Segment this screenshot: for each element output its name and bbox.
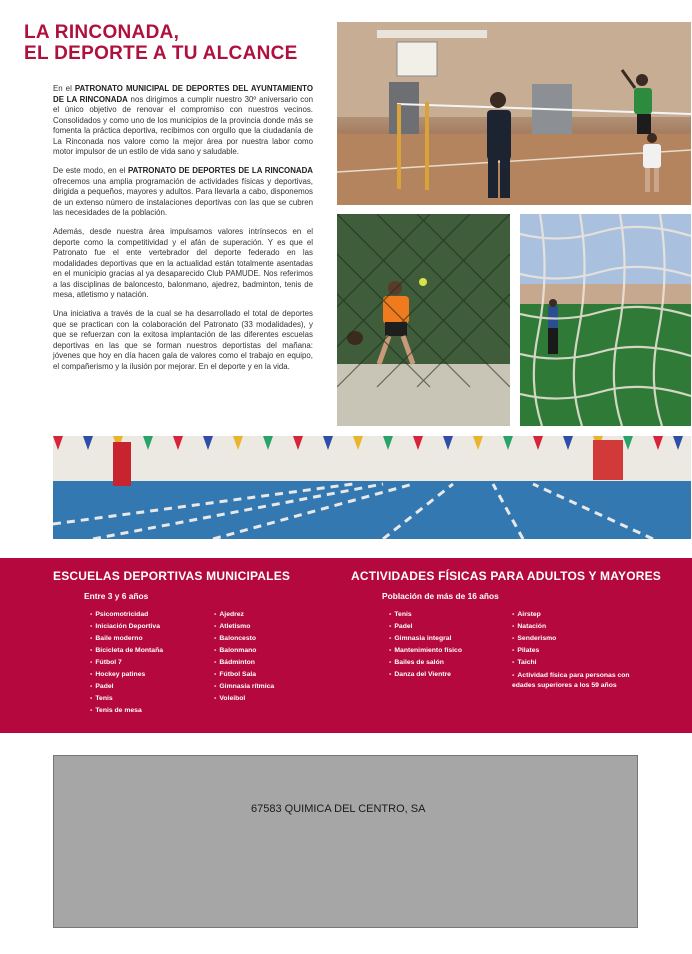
activity-item: • Gimnasia rítmica bbox=[214, 681, 274, 693]
adults-subheading: Población de más de 16 años bbox=[382, 591, 499, 601]
schools-list-col-2 bbox=[214, 609, 274, 705]
activity-item: • Tenis bbox=[90, 693, 163, 705]
activity-item: • Taichi bbox=[512, 657, 630, 669]
activity-item: • Tenis de mesa bbox=[90, 705, 163, 717]
schools-subheading: Entre 3 y 6 años bbox=[84, 591, 149, 601]
intro-paragraph-3: Además, desde nuestra área impulsamos valores intrínsecos en el deporte como la competitividad y el afán de superación. Y es que el Patronato fue el ente vertebrador del deporte federado en las modalidades deportivas que en la actualidad están totalmente asentadas en el municipio gracias al ya desaparecido Club PAMUDE. Nos referimos a las disciplinas de baloncesto, balonmano, ajedrez, badminton, tenis de mesa, atletismo y natación. bbox=[53, 227, 313, 299]
activity-item: • Bádminton bbox=[214, 657, 274, 669]
schools-heading: ESCUELAS DEPORTIVAS MUNICIPALES bbox=[53, 569, 291, 583]
intro-paragraph-4: Una iniciativa a través de la cual se ha desarrollado el total de deportes que se practican con la colaboración del Patronato (33 modalidades), y que se refuerzan con la exitosa implantación de las diferentes escuelas deportivas en las que se forman nuestros deportistas del mañana: jóvenes que hoy en día hacen gala de valores como el trabajo en equipo, el compañerismo y la ilusión por mejorar. En el deporte y en la vida. bbox=[53, 309, 313, 371]
activity-item: • Atletismo bbox=[214, 621, 274, 633]
text-run: ofrecemos una amplia programación de actividades físicas y deportivas, dirigida a pequeños, mayores y adultos. Para llevarla a cabo, disponemos de un extenso número de instalaciones deportivas con las que se cubren las necesidades de la población. bbox=[53, 176, 313, 217]
advertisement-text: 67583 QUIMICA DEL CENTRO, SA bbox=[251, 803, 426, 815]
bold-run: PATRONATO MUNICIPAL DE DEPORTES DEL AYUNTAMIENTO DE LA RINCONADA bbox=[53, 84, 313, 104]
intro-text bbox=[53, 84, 313, 381]
title-line-2: EL DEPORTE A TU ALCANCE bbox=[24, 43, 298, 64]
activity-item: • Gimnasia integral bbox=[389, 633, 462, 645]
activity-item: • Padel bbox=[389, 621, 462, 633]
activity-item: • Danza del Vientre bbox=[389, 669, 462, 681]
activity-item: • Balonmano bbox=[214, 645, 274, 657]
text-run: nos dirigimos a cumplir nuestro 30º aniversario con el único objetivo de renovar el compromiso con nuestros vecinos. Consolidados y como uno de los municipios de la provincia donde más se fomenta la práctica deportiva, recibimos con orgullo que la ciudadanía de La Rinconada nos valore como la mejor área por nuestra labor como motor impulsor de un estilo de vida sano y saludable. bbox=[53, 94, 313, 156]
activity-item: • Fútbol 7 bbox=[90, 657, 163, 669]
activity-item: • Pilates bbox=[512, 645, 630, 657]
schools-list-col-1 bbox=[90, 609, 163, 717]
text-run: De este modo, en el bbox=[53, 166, 128, 175]
activity-item: • Tenis bbox=[389, 609, 462, 621]
title-line-1: LA RINCONADA, bbox=[24, 22, 180, 43]
football-field-photo bbox=[520, 214, 691, 426]
adults-list-col-2 bbox=[512, 609, 630, 690]
activity-item: • Bailes de salón bbox=[389, 657, 462, 669]
activity-item: • Psicomotricidad bbox=[90, 609, 163, 621]
activities-band bbox=[0, 558, 692, 733]
activity-item: • Ajedrez bbox=[214, 609, 274, 621]
bold-run: PATRONATO DE DEPORTES DE LA RINCONADA bbox=[128, 166, 313, 175]
activity-item: • Actividad física para personas con edades superiores a los 59 años bbox=[512, 671, 630, 690]
adults-heading: ACTIVIDADES FÍSICAS PARA ADULTOS Y MAYORES bbox=[351, 569, 661, 583]
activity-item: • Hockey patines bbox=[90, 669, 163, 681]
intro-paragraph-2 bbox=[53, 166, 313, 219]
intro-paragraph-1 bbox=[53, 84, 313, 158]
activity-item: • Iniciación Deportiva bbox=[90, 621, 163, 633]
activity-item: • Mantenimiento físico bbox=[389, 645, 462, 657]
activity-item: • Fútbol Sala bbox=[214, 669, 274, 681]
tennis-player-photo bbox=[337, 214, 510, 426]
activity-item: • Airstep bbox=[512, 609, 630, 621]
page-title bbox=[24, 22, 298, 64]
activity-item: • Natación bbox=[512, 621, 630, 633]
adults-list-col-1 bbox=[389, 609, 462, 681]
text-run: En el bbox=[53, 84, 75, 93]
activity-item: • Voleibol bbox=[214, 693, 274, 705]
activity-item: • Senderismo bbox=[512, 633, 630, 645]
swimming-pool-photo bbox=[53, 436, 691, 539]
activity-item: • Bicicleta de Montaña bbox=[90, 645, 163, 657]
activity-item: • Baloncesto bbox=[214, 633, 274, 645]
activity-item: • Padel bbox=[90, 681, 163, 693]
badminton-hall-photo bbox=[337, 22, 691, 205]
activity-item: • Baile moderno bbox=[90, 633, 163, 645]
advertisement-box bbox=[53, 755, 638, 928]
